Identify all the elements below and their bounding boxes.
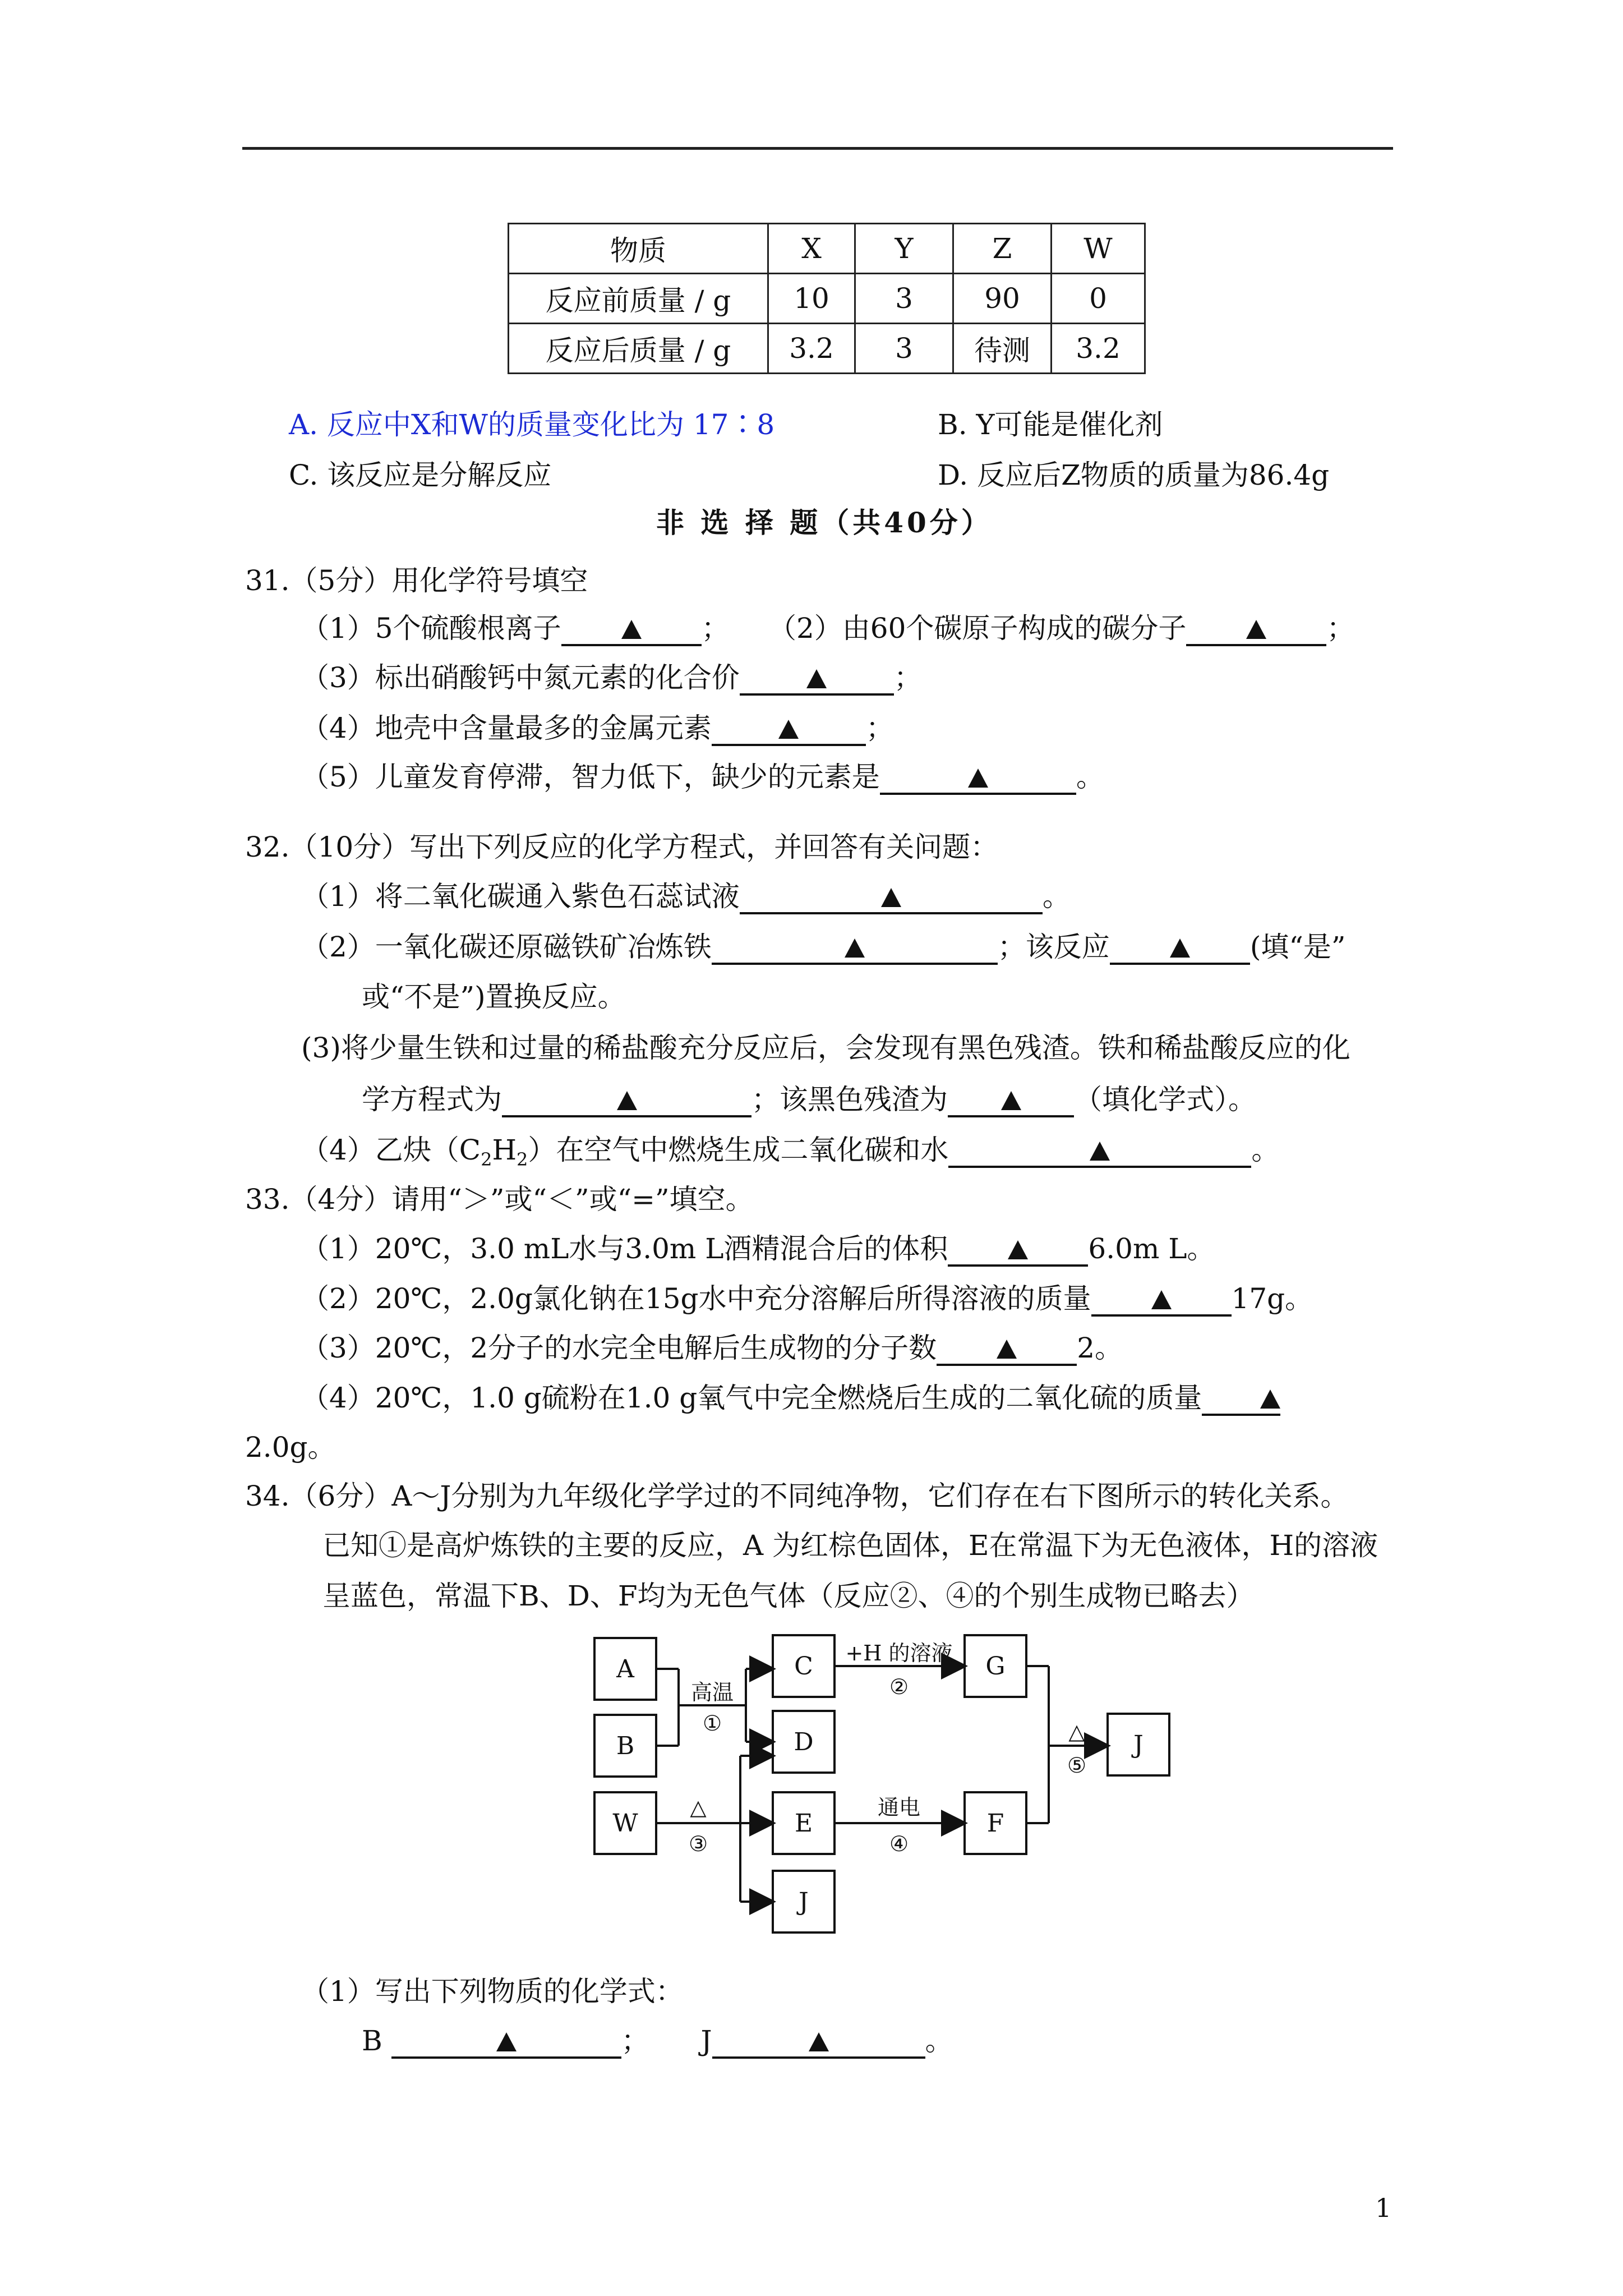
table-cell: Z [953,224,1052,274]
box-label: E [794,1809,813,1838]
q32-p1-text: （1）将二氧化碳通入紫色石蕊试液 [301,880,740,913]
q32-part3-line1: (3)将少量生铁和过量的稀盐酸充分反应后，会发现有黑色残渣。铁和稀盐酸反应的化 [301,1032,1350,1064]
condition-label: 通电 [877,1795,921,1820]
q34-answers [362,2024,953,2059]
answer-blank[interactable] [948,1233,1088,1267]
table-cell: 3.2 [768,324,855,374]
box-label: W [612,1809,638,1838]
page-number: 1 [1375,2193,1392,2223]
answer-blank[interactable] [391,2025,621,2059]
triangle-icon [621,620,642,639]
triangle-icon [1246,620,1266,639]
q34-stem: 34.（6分）A～J分别为九年级化学学过的不同纯净物，它们存在右下图所示的转化关系。 [245,1480,1349,1512]
choice-b: B. Y可能是催化剂 [938,408,1163,441]
answer-blank[interactable] [1110,931,1250,965]
table-row [509,274,1145,324]
table-cell: W [1052,224,1145,274]
box-label: D [794,1728,814,1756]
section-title: 非 选 择 题（共40分） [656,506,993,539]
condition-label: +H 的溶液 [845,1641,953,1665]
table-cell: 3.2 [1052,324,1145,374]
triangle-icon [809,2032,829,2051]
q34-sep: ； [621,2024,649,2057]
box-label: G [985,1652,1006,1681]
q33-part4-cont: 2.0g。 [245,1431,336,1464]
answer-blank[interactable] [1202,1382,1280,1416]
connector-line [656,1669,679,1746]
reaction-number: ⑤ [1067,1753,1087,1778]
box-label: C [794,1652,813,1681]
table-cell: Y [855,224,953,274]
choice-c: C. 该反应是分解反应 [289,459,552,491]
q32-part1 [301,880,1071,914]
q33-p3-end: 2。 [1077,1332,1123,1364]
q33-part3 [301,1331,1123,1366]
q32-p4-h: H [492,1134,517,1166]
q33-stem: 33.（4分）请用“＞”或“＜”或“=”填空。 [245,1183,754,1216]
q34-end: 。 [925,2024,953,2057]
answer-blank[interactable] [948,1084,1074,1117]
q31-part2 [768,611,1354,646]
table-cell: 反应前质量 / g [509,274,768,324]
q32-part4 [301,1133,1279,1176]
reaction-number: ① [702,1711,722,1736]
condition-label: △ [1068,1719,1085,1744]
q32-part2-cont: 或“不是”)置换反应。 [362,981,626,1013]
condition-label: △ [690,1795,707,1820]
triangle-icon [806,669,827,688]
q33-part4 [301,1381,1280,1416]
answer-blank[interactable] [948,1134,1251,1168]
q32-p1-end: 。 [1042,880,1071,913]
answer-blank[interactable] [712,931,998,965]
table-cell: 待测 [953,324,1052,374]
q33-p1-end: 6.0m L。 [1088,1232,1215,1265]
table-header-row [509,224,1145,274]
triangle-icon [997,1340,1017,1359]
table-cell: 10 [768,274,855,324]
table-cell: 0 [1052,274,1145,324]
reaction-number: ③ [688,1832,708,1856]
answer-blank[interactable] [880,761,1076,795]
condition-label: 高温 [690,1680,734,1705]
table-row [509,324,1145,374]
q32-p4-text: （4）乙炔（C [301,1134,481,1166]
q31-p1-text: （1）5个硫酸根离子 [301,612,561,645]
q33-p1-text: （1）20℃，3.0 mL水与3.0m L酒精混合后的体积 [301,1232,948,1265]
answer-blank[interactable] [502,1084,751,1117]
q31-part3 [301,661,922,696]
triangle-icon [1151,1290,1172,1309]
header-rule [242,147,1393,150]
box-label: J [1133,1731,1144,1759]
reaction-number: ④ [889,1832,909,1856]
triangle-icon [968,769,988,788]
reaction-number: ② [889,1674,909,1699]
subscript: 2 [481,1149,492,1170]
answer-blank[interactable] [712,2025,925,2059]
connector-line [1026,1666,1049,1823]
q31-part5 [301,760,1104,795]
triangle-icon [1001,1091,1021,1110]
q31-part1 [301,611,730,646]
q32-p3-mid: ；该黑色残渣为 [751,1083,948,1116]
q31-p3-end: ； [893,661,922,694]
q31-p3-text: （3）标出硝酸钙中氮元素的化合价 [301,661,740,694]
q31-p5-text: （5）儿童发育停滞，智力低下，缺少的元素是 [301,761,880,793]
q32-p2-text: （2）一氧化碳还原磁铁矿冶炼铁 [301,931,712,963]
box-label: B [616,1732,635,1760]
answer-blank[interactable] [740,881,1043,914]
q31-p2-text: （2）由60个碳原子构成的碳分子 [768,612,1187,645]
q31-p1-end: ； [701,612,730,645]
choice-d: D. 反应后Z物质的质量为86.4g [938,459,1330,491]
q34-j-label: J [700,2024,712,2057]
answer-blank[interactable] [712,712,866,746]
table-cell: 3 [855,274,953,324]
answer-blank[interactable] [1091,1283,1232,1317]
triangle-icon [496,2032,517,2051]
triangle-icon [1260,1389,1280,1409]
q33-p3-text: （3）20℃，2分子的水完全电解后生成物的分子数 [301,1332,937,1364]
q32-p4-end: 。 [1251,1134,1280,1166]
q31-p4-text: （4）地壳中含量最多的金属元素 [301,712,712,744]
q33-p2-text: （2）20℃，2.0g氯化钠在15g水中充分溶解后所得溶液的质量 [301,1282,1091,1315]
q32-p3-end: （填化学式）。 [1074,1083,1256,1116]
q32-p2-end: (填“是” [1249,931,1346,963]
q32-stem: 32.（10分）写出下列反应的化学方程式，并回答有关问题： [245,831,999,863]
table-cell: 90 [953,274,1052,324]
mass-table [508,223,1146,374]
q31-p2-end: ； [1326,612,1355,645]
q32-part3-line2 [362,1083,1256,1117]
triangle-icon [845,938,865,958]
q32-p2-mid: ；该反应 [997,931,1110,963]
q32-p4-text2: ）在空气中燃烧生成二氧化碳和水 [528,1134,949,1166]
subscript: 2 [517,1149,528,1170]
box-label: A [616,1655,634,1683]
box-label: F [986,1809,1004,1838]
q33-part2 [301,1282,1313,1317]
answer-blank[interactable] [561,613,702,646]
q32-p3-text: 学方程式为 [362,1083,502,1116]
table-cell: 反应后质量 / g [509,324,768,374]
q34-b-label: B [362,2024,382,2057]
q33-p2-end: 17g。 [1231,1282,1313,1315]
triangle-icon [1090,1142,1110,1161]
q34-line2: 已知①是高炉炼铁的主要的反应，A 为红棕色固体，E在常温下为无色液体，H的溶液 [322,1529,1378,1562]
q34-sub1: （1）写出下列物质的化学式： [301,1975,684,2008]
box-label: J [799,1888,809,1916]
q34-line3: 呈蓝色，常温下B、D、F均为无色气体（反应②、④的个别生成物已略去） [322,1580,1255,1612]
q31-stem: 31.（5分）用化学符号填空 [245,564,588,597]
triangle-icon [778,720,799,739]
triangle-icon [881,888,901,907]
triangle-icon [1008,1240,1028,1259]
reaction-diagram [561,1616,1200,1952]
table-cell: 3 [855,324,953,374]
table-cell: 物质 [509,224,768,274]
table-cell: X [768,224,855,274]
triangle-icon [617,1091,637,1110]
q33-p4-text: （4）20℃，1.0 g硫粉在1.0 g氧气中完全燃烧后生成的二氧化硫的质量 [301,1382,1202,1414]
answer-blank[interactable] [740,662,894,696]
q31-p5-end: 。 [1076,761,1104,793]
triangle-icon [1170,938,1190,958]
answer-blank[interactable] [1186,613,1326,646]
choice-a: A. 反应中X和W的质量变化比为 17∶8 [289,408,775,441]
q31-p4-end: ； [865,712,894,744]
q31-part4 [301,711,894,746]
q32-part2 [301,930,1345,965]
q33-part1 [301,1232,1215,1267]
answer-blank[interactable] [937,1332,1077,1366]
